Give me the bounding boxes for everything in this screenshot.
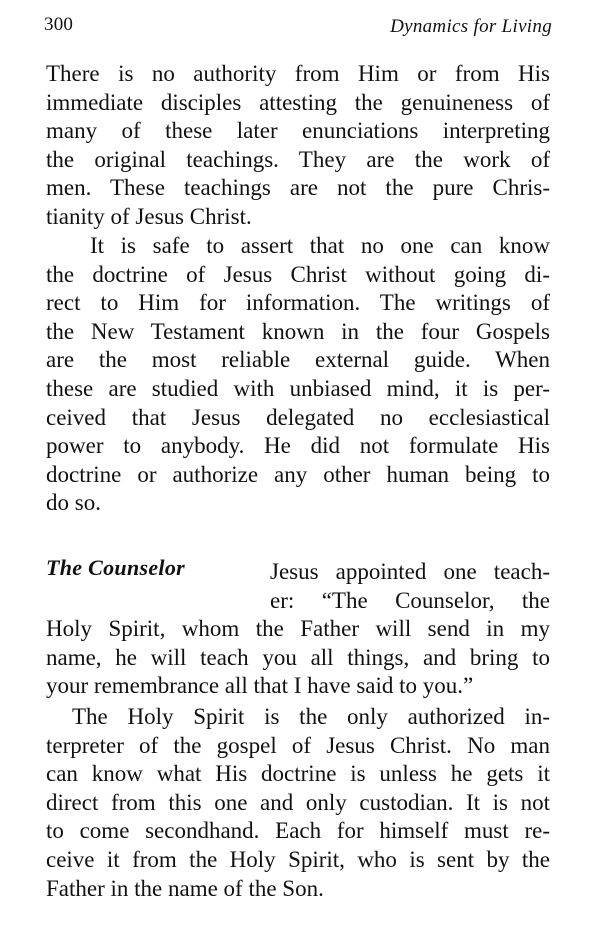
text-line: immediate disciples attesting the genuineness of [46,89,550,115]
running-head [44,14,552,40]
text-line: Jesus appointed one teach- [270,559,550,584]
paragraph-2 [46,232,550,518]
page-number: 300 [44,14,74,35]
paragraph-1 [46,60,550,232]
text-line: It is safe to assert that no one can know [90,233,550,258]
text-line: direct from this one and only custodian. It is not [46,789,550,815]
text-line: many of these later enunciations interpreting [46,118,550,144]
text-line: to come secondhand. Each for himself must re- [46,818,550,844]
text-line: name, he will teach you all things, and bring to [46,644,550,670]
text-line: Father in the name of the Son. [46,875,324,901]
section-heading: The Counselor [46,555,185,580]
text-line: er: “The Counselor, the [270,587,550,613]
running-title: Dynamics for Living [390,16,552,37]
text-line: ceived that Jesus delegated no ecclesiastical [46,404,550,430]
text-line: your remembrance all that I have said to you.” [46,673,474,699]
text-line: do so. [46,490,101,516]
text-line: terpreter of the gospel of Jesus Christ. No man [46,732,550,758]
text-line: Holy Spirit, whom the Father will send in my [46,616,550,642]
text-line: men. These teachings are not the pure Chris- [46,175,550,201]
text-line: the New Testament known in the four Gospels [46,318,550,344]
text-line: the doctrine of Jesus Christ without going di- [46,261,550,287]
text-line: The Holy Spirit is the only authorized in- [72,704,550,729]
text-line: There is no authority from Him or from His [46,61,550,86]
paragraph-4 [46,703,550,903]
text-line: ceive it from the Holy Spirit, who is sent by the [46,846,550,872]
paragraph-3 [46,555,550,701]
text-line: power to anybody. He did not formulate His [46,433,550,459]
text-line: the original teachings. They are the work of [46,146,550,172]
text-line: can know what His doctrine is unless he gets it [46,761,550,787]
section-heading-row [46,555,550,587]
text-line: doctrine or authorize any other human being to [46,461,550,487]
text-line: rect to Him for information. The writings of [46,290,550,316]
text-line: these are studied with unbiased mind, it is per- [46,375,550,401]
text-line: tianity of Jesus Christ. [46,203,252,229]
text-line: are the most reliable external guide. When [46,347,550,373]
